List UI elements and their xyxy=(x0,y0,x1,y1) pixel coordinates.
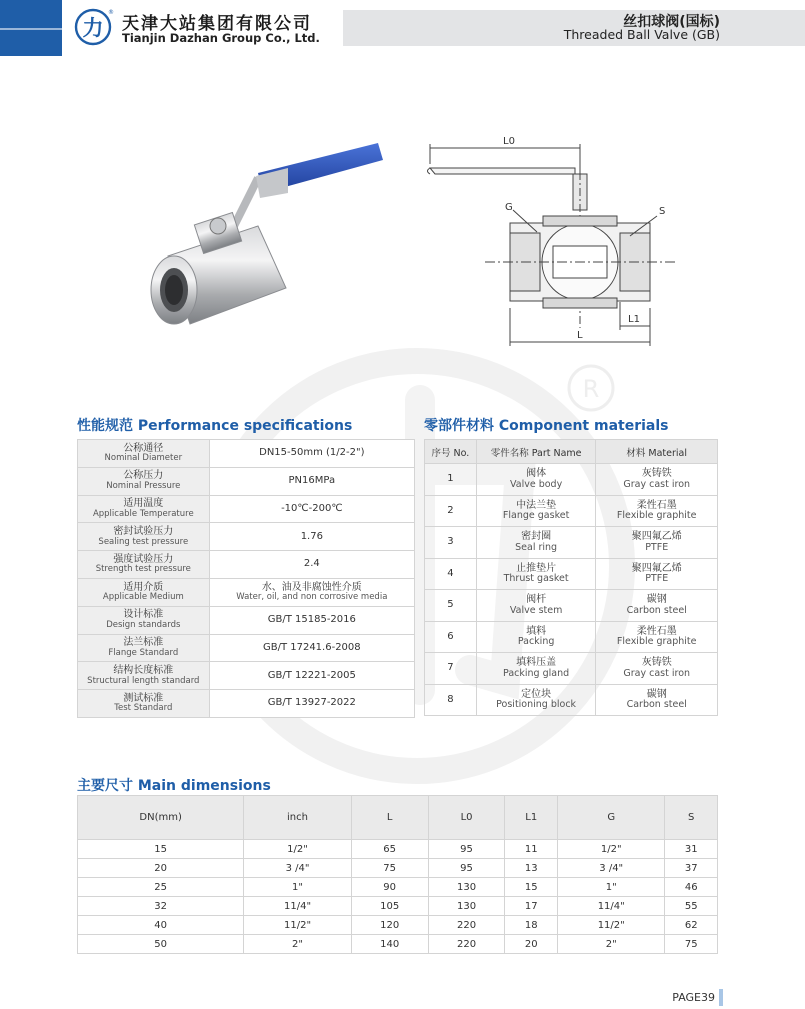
page-number: PAGE39 xyxy=(672,991,715,1004)
component-part xyxy=(476,464,596,496)
performance-value: -10℃-200℃ xyxy=(281,502,343,514)
company-name-cn: 天津大站集团有限公司 xyxy=(122,14,312,34)
company-name-en: Tianjin Dazhan Group Co., Ltd. xyxy=(122,31,320,45)
component-material xyxy=(596,495,718,527)
component-number-text: 7 xyxy=(447,662,454,673)
dimensions-cell: 1/2" xyxy=(558,840,665,859)
dimensions-row xyxy=(78,878,718,897)
component-number xyxy=(425,621,477,653)
performance-value-cell xyxy=(209,440,414,468)
component-material-cn: 碳钢 xyxy=(646,688,667,700)
dimensions-cell: 1" xyxy=(244,878,351,897)
dimensions-cell: 13 xyxy=(505,859,558,878)
dimensions-cell: 95 xyxy=(428,840,505,859)
dimensions-cell: 75 xyxy=(351,859,428,878)
components-row xyxy=(425,464,718,496)
component-number xyxy=(425,495,477,527)
dimensions-cell: 50 xyxy=(78,935,244,954)
component-material-cn: 碳钢 xyxy=(646,594,667,606)
dimensions-header-cell: S xyxy=(665,796,718,840)
dimensions-cell: 46 xyxy=(665,878,718,897)
component-part xyxy=(476,558,596,590)
performance-label-cn: 密封试验压力 xyxy=(113,526,174,538)
header-blue-tab-line xyxy=(0,28,62,30)
dimensions-cell: 3 /4" xyxy=(558,859,665,878)
performance-value: GB/T 15185-2016 xyxy=(267,613,356,625)
dimensions-row xyxy=(78,935,718,954)
performance-label xyxy=(78,495,210,523)
dimensions-header-cell: G xyxy=(558,796,665,840)
component-part-cn: 阀杆 xyxy=(526,594,547,606)
component-part xyxy=(476,495,596,527)
component-material xyxy=(596,527,718,559)
performance-row xyxy=(78,495,415,523)
dimensions-cell: 32 xyxy=(78,897,244,916)
performance-label-cn: 公称通径 xyxy=(123,442,164,454)
component-material-cn: 柔性石墨 xyxy=(636,499,677,511)
dimensions-cell: 11 xyxy=(505,840,558,859)
component-number xyxy=(425,558,477,590)
component-part-cn: 中法兰垫 xyxy=(516,499,557,511)
component-part-en: Valve body xyxy=(510,478,563,490)
component-material-en: Gray cast iron xyxy=(623,667,691,679)
performance-table xyxy=(77,439,415,718)
dimensions-cell: 90 xyxy=(351,878,428,897)
performance-label-en: Design standards xyxy=(106,619,181,630)
component-number xyxy=(425,590,477,622)
component-material-en: PTFE xyxy=(645,573,669,585)
components-row xyxy=(425,590,718,622)
components-title: 零部件材料 Component materials xyxy=(424,418,669,434)
performance-label-en: Applicable Temperature xyxy=(92,508,194,519)
performance-row xyxy=(78,523,415,551)
performance-label-cn: 公称压力 xyxy=(123,470,164,482)
performance-value: 1.76 xyxy=(300,530,323,542)
dimensions-table xyxy=(77,795,718,954)
company-logo xyxy=(74,6,114,46)
performance-row xyxy=(78,606,415,634)
component-part xyxy=(476,527,596,559)
component-material xyxy=(596,621,718,653)
dimensions-cell: 105 xyxy=(351,897,428,916)
performance-value-cell xyxy=(209,467,414,495)
performance-value-cell xyxy=(209,551,414,579)
components-row xyxy=(425,558,718,590)
dimensions-cell: 17 xyxy=(505,897,558,916)
performance-label-en: Test Standard xyxy=(114,703,173,714)
dimensions-row xyxy=(78,897,718,916)
performance-value: GB/T 17241.6-2008 xyxy=(262,641,361,653)
dimensions-cell: 37 xyxy=(665,859,718,878)
components-table xyxy=(424,439,718,716)
component-number xyxy=(425,653,477,685)
page-number-bar xyxy=(719,989,723,1006)
dimensions-cell: 55 xyxy=(665,897,718,916)
performance-label xyxy=(78,523,210,551)
dimensions-row xyxy=(78,916,718,935)
component-number-text: 8 xyxy=(447,693,454,705)
component-part-en: Valve stem xyxy=(509,604,563,616)
component-part-en: Packing gland xyxy=(503,667,570,679)
product-title-en: Threaded Ball Valve (GB) xyxy=(563,27,720,42)
component-material-en: Carbon steel xyxy=(626,699,687,711)
performance-title: 性能规范 Performance specifications xyxy=(77,418,353,434)
component-part-cn: 密封圈 xyxy=(521,531,552,543)
component-number-text: 2 xyxy=(447,504,454,516)
performance-label-en: Sealing test pressure xyxy=(98,536,189,547)
performance-value: DN15-50mm (1/2-2") xyxy=(259,447,365,459)
dimensions-cell: 20 xyxy=(78,859,244,878)
component-number xyxy=(425,527,477,559)
dimensions-cell: 25 xyxy=(78,878,244,897)
dimensions-header-cell: DN(mm) xyxy=(78,796,244,840)
performance-label-en: Nominal Diameter xyxy=(104,453,183,464)
dimensions-cell: 62 xyxy=(665,916,718,935)
dimensions-cell: 220 xyxy=(428,916,505,935)
components-row xyxy=(425,621,718,653)
logo-registered-mark: ® xyxy=(108,9,114,16)
components-header-part: 零件名称 Part Name xyxy=(476,440,596,464)
performance-label-en: Structural length standard xyxy=(87,675,200,686)
component-material-en: Gray cast iron xyxy=(623,478,691,490)
component-part xyxy=(476,653,596,685)
performance-value-cell xyxy=(209,662,414,690)
performance-label-cn: 设计标准 xyxy=(123,609,164,621)
components-header-material: 材料 Material xyxy=(596,440,718,464)
dimensions-cell: 18 xyxy=(505,916,558,935)
dimensions-cell: 31 xyxy=(665,840,718,859)
performance-label-en: Applicable Medium xyxy=(102,592,184,603)
component-part-en: Thrust gasket xyxy=(503,573,569,585)
dimensions-cell: 140 xyxy=(351,935,428,954)
component-number-text: 3 xyxy=(447,536,454,547)
dimensions-cell: 130 xyxy=(428,878,505,897)
performance-label-cn: 适用介质 xyxy=(123,581,164,593)
performance-label xyxy=(78,551,210,579)
component-number xyxy=(425,684,477,716)
performance-value: 2.4 xyxy=(303,558,320,570)
performance-row xyxy=(78,467,415,495)
component-material xyxy=(596,464,718,496)
component-number-text: 4 xyxy=(447,567,454,579)
performance-value-cn: 水、油及非腐蚀性介质 xyxy=(261,581,362,593)
performance-value-cell xyxy=(209,606,414,634)
performance-label-cn: 结构长度标准 xyxy=(113,665,174,677)
component-part-cn: 止推垫片 xyxy=(516,562,557,574)
logo-character: 力 xyxy=(82,16,104,40)
performance-value-cell xyxy=(209,495,414,523)
dimensions-title: 主要尺寸 Main dimensions xyxy=(77,778,271,794)
dimensions-header-cell: inch xyxy=(244,796,351,840)
performance-label-en: Strength test pressure xyxy=(95,564,191,575)
component-material-en: Flexible graphite xyxy=(616,510,697,522)
dimensions-cell: 11/2" xyxy=(558,916,665,935)
dimensions-cell: 65 xyxy=(351,840,428,859)
dimensions-cell: 40 xyxy=(78,916,244,935)
component-part-en: Packing xyxy=(517,636,555,648)
product-title-cn: 丝扣球阀(国标) xyxy=(623,14,720,30)
dimensions-row xyxy=(78,859,718,878)
performance-row xyxy=(78,551,415,579)
component-part-en: Flange gasket xyxy=(502,510,570,522)
performance-value: GB/T 12221-2005 xyxy=(267,669,356,681)
dimensions-cell: 11/2" xyxy=(244,916,351,935)
component-material xyxy=(596,558,718,590)
performance-label xyxy=(78,690,210,718)
dimensions-header-cell: L xyxy=(351,796,428,840)
dimensions-header-cell: L1 xyxy=(505,796,558,840)
dimensions-cell: 15 xyxy=(78,840,244,859)
performance-label xyxy=(78,578,210,606)
performance-label-cn: 适用温度 xyxy=(123,498,164,510)
performance-label-cn: 法兰标准 xyxy=(123,637,164,649)
components-row xyxy=(425,653,718,685)
drawing-label-l1: L1 xyxy=(628,314,640,325)
component-number xyxy=(425,464,477,496)
component-part-cn: 定位块 xyxy=(521,688,552,700)
performance-value-cell xyxy=(209,690,414,718)
component-material xyxy=(596,684,718,716)
performance-label xyxy=(78,440,210,468)
dimensions-cell: 11/4" xyxy=(558,897,665,916)
dimensions-header-row xyxy=(78,796,718,840)
dimensions-header-cell: L0 xyxy=(428,796,505,840)
component-material-cn: 聚四氟乙烯 xyxy=(631,562,682,574)
components-header-no: 序号 No. xyxy=(425,440,477,464)
dimensions-cell: 120 xyxy=(351,916,428,935)
dimensions-cell: 130 xyxy=(428,897,505,916)
component-material-cn: 聚四氟乙烯 xyxy=(631,531,682,543)
performance-label-en: Flange Standard xyxy=(108,647,179,658)
dimensions-row xyxy=(78,840,718,859)
performance-label-cn: 测试标准 xyxy=(123,692,164,704)
component-material-en: PTFE xyxy=(645,541,669,553)
component-part-cn: 填料 xyxy=(526,625,547,637)
component-number-text: 5 xyxy=(447,599,454,610)
performance-label-en: Nominal Pressure xyxy=(106,480,181,491)
drawing-label-l: L xyxy=(577,330,583,341)
components-row xyxy=(425,527,718,559)
dimensions-cell: 95 xyxy=(428,859,505,878)
performance-value: GB/T 13927-2022 xyxy=(267,697,356,709)
performance-value-cell xyxy=(209,634,414,662)
performance-label-cn: 强度试验压力 xyxy=(113,553,174,565)
dimensions-cell: 220 xyxy=(428,935,505,954)
dimensions-cell: 1" xyxy=(558,878,665,897)
drawing-label-g: G xyxy=(505,202,513,213)
dimensions-cell: 1/2" xyxy=(244,840,351,859)
dimensions-cell: 2" xyxy=(244,935,351,954)
dimensions-cell: 3 /4" xyxy=(244,859,351,878)
component-material xyxy=(596,653,718,685)
performance-value-cell xyxy=(209,578,414,606)
component-part xyxy=(476,684,596,716)
component-number-text: 1 xyxy=(447,473,454,484)
drawing-label-l0: L0 xyxy=(503,136,515,147)
component-material-en: Carbon steel xyxy=(626,604,687,616)
dimensions-cell: 75 xyxy=(665,935,718,954)
component-number-text: 6 xyxy=(447,630,454,642)
component-material-cn: 柔性石墨 xyxy=(636,625,677,637)
performance-row xyxy=(78,634,415,662)
component-part-en: Seal ring xyxy=(515,541,558,553)
performance-value: PN16MPa xyxy=(288,474,336,486)
performance-label xyxy=(78,662,210,690)
performance-row xyxy=(78,440,415,468)
performance-label xyxy=(78,634,210,662)
performance-value-en: Water, oil, and non corrosive media xyxy=(236,592,388,603)
valve-section-drawing xyxy=(425,128,680,360)
component-part-cn: 填料压盖 xyxy=(516,657,557,669)
performance-label xyxy=(78,606,210,634)
dimensions-cell: 20 xyxy=(505,935,558,954)
dimensions-cell: 15 xyxy=(505,878,558,897)
component-part xyxy=(476,590,596,622)
components-header-row xyxy=(425,440,718,464)
component-material-cn: 灰铸铁 xyxy=(641,657,672,669)
dimensions-cell: 2" xyxy=(558,935,665,954)
performance-row xyxy=(78,690,415,718)
performance-row xyxy=(78,578,415,606)
drawing-label-s: S xyxy=(659,206,666,217)
components-row xyxy=(425,495,718,527)
performance-row xyxy=(78,662,415,690)
performance-value-cell xyxy=(209,523,414,551)
component-material-en: Flexible graphite xyxy=(616,636,697,648)
dimensions-cell: 11/4" xyxy=(244,897,351,916)
component-part-en: Positioning block xyxy=(496,699,577,711)
ball-valve-photo xyxy=(138,138,388,330)
svg-text:R: R xyxy=(582,375,600,403)
components-row xyxy=(425,684,718,716)
component-material-cn: 灰铸铁 xyxy=(641,468,672,480)
performance-label xyxy=(78,467,210,495)
component-part xyxy=(476,621,596,653)
component-material xyxy=(596,590,718,622)
component-part-cn: 阀体 xyxy=(526,468,547,480)
